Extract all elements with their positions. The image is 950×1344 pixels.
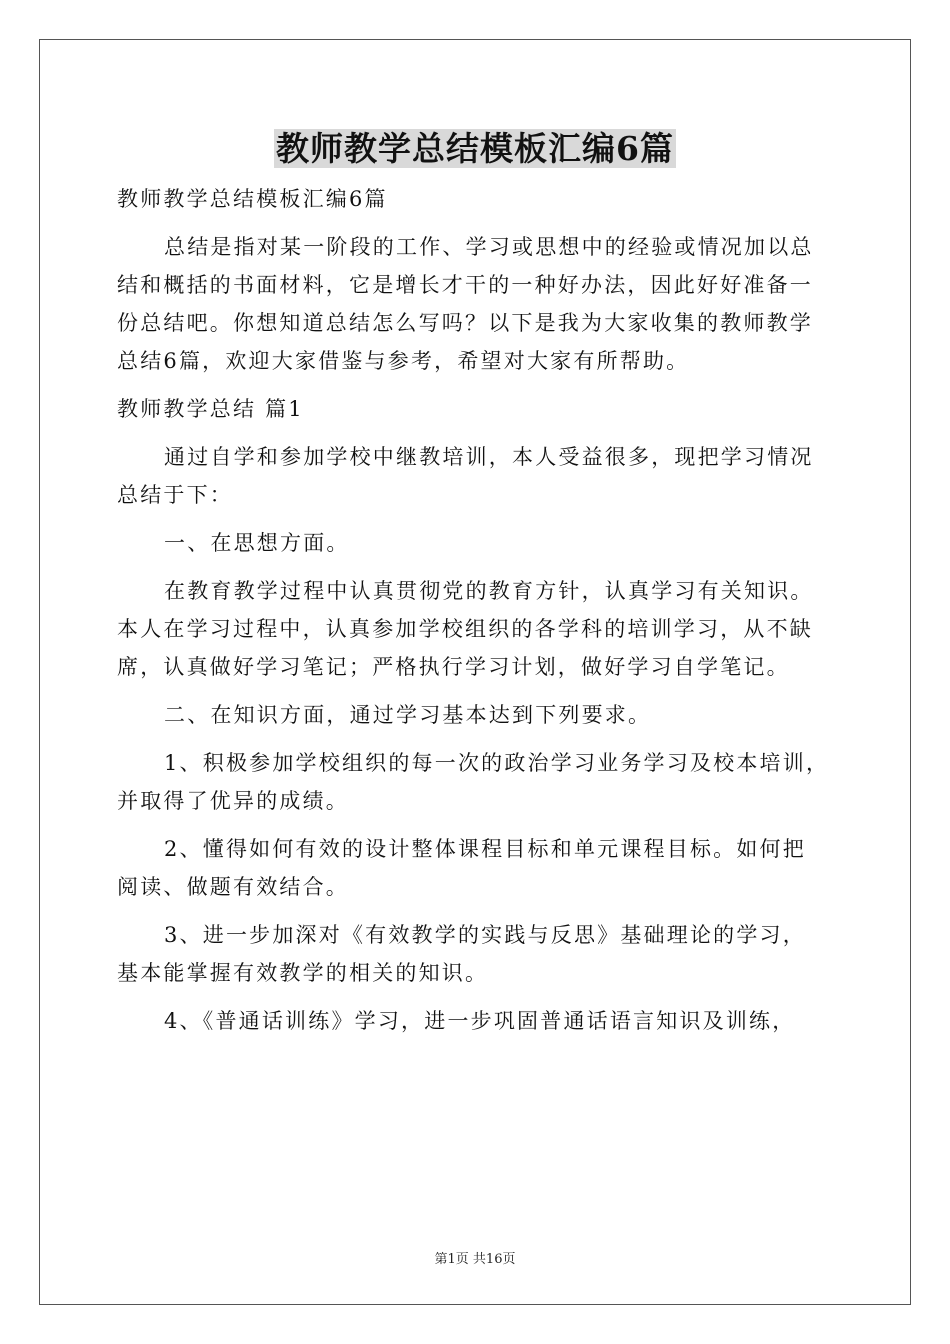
- paragraph-line: 结和概括的书面材料，它是增长才干的一种好办法，因此好好准备一: [117, 273, 813, 297]
- heading-thought: [117, 524, 833, 562]
- paragraph-line: 总结于下：: [117, 483, 233, 507]
- list-item-1: [117, 744, 833, 820]
- paragraph-line: 阅读、做题有效结合。: [117, 875, 349, 899]
- paragraph-line: 通过自学和参加学校中继教培训，本人受益很多，现把学习情况: [164, 445, 814, 469]
- intro-paragraph: [117, 228, 833, 380]
- paragraph-line: 并取得了优异的成绩。: [117, 789, 349, 813]
- document-body: [117, 180, 833, 1050]
- paragraph-line: 二、在知识方面，通过学习基本达到下列要求。: [164, 703, 652, 727]
- paragraph-line: 2、懂得如何有效的设计整体课程目标和单元课程目标。如何把: [164, 837, 806, 861]
- paragraph-line: 基本能掌握有效教学的相关的知识。: [117, 961, 489, 985]
- paragraph-line: 4、《普通话训练》学习，进一步巩固普通话语言知识及训练，: [164, 1009, 796, 1033]
- document-subtitle: 教师教学总结模板汇编6篇: [117, 187, 388, 211]
- document-title-text: 教师教学总结模板汇编6篇: [276, 129, 674, 168]
- list-item-3: [117, 916, 833, 992]
- list-item-4: [117, 1002, 833, 1040]
- heading-knowledge: [117, 696, 833, 734]
- paragraph-line: 3、进一步加深对《有效教学的实践与反思》基础理论的学习，: [164, 923, 806, 947]
- document-title: [0, 127, 950, 171]
- paragraph-study-overview: [117, 438, 833, 514]
- paragraph-line: 总结6篇，欢迎大家借鉴与参考，希望对大家有所帮助。: [117, 349, 690, 373]
- paragraph-line: 在教育教学过程中认真贯彻党的教育方针，认真学习有关知识。: [164, 579, 814, 603]
- paragraph-line: 一、在思想方面。: [164, 531, 350, 555]
- page-footer: 第1页 共16页: [434, 1252, 516, 1267]
- paragraph-line: 总结是指对某一阶段的工作、学习或思想中的经验或情况加以总: [164, 235, 814, 259]
- paragraph-line: 1、积极参加学校组织的每一次的政治学习业务学习及校本培训，: [164, 751, 830, 775]
- list-item-2: [117, 830, 833, 906]
- paragraph-line: 本人在学习过程中，认真参加学校组织的各学科的培训学习，从不缺: [117, 617, 813, 641]
- paragraph-line: 份总结吧。你想知道总结怎么写吗？以下是我为大家收集的教师教学: [117, 311, 813, 335]
- paragraph-thought: [117, 572, 833, 686]
- paragraph-line: 席，认真做好学习笔记；严格执行学习计划，做好学习自学笔记。: [117, 655, 790, 679]
- section-heading: 教师教学总结 篇1: [117, 397, 304, 421]
